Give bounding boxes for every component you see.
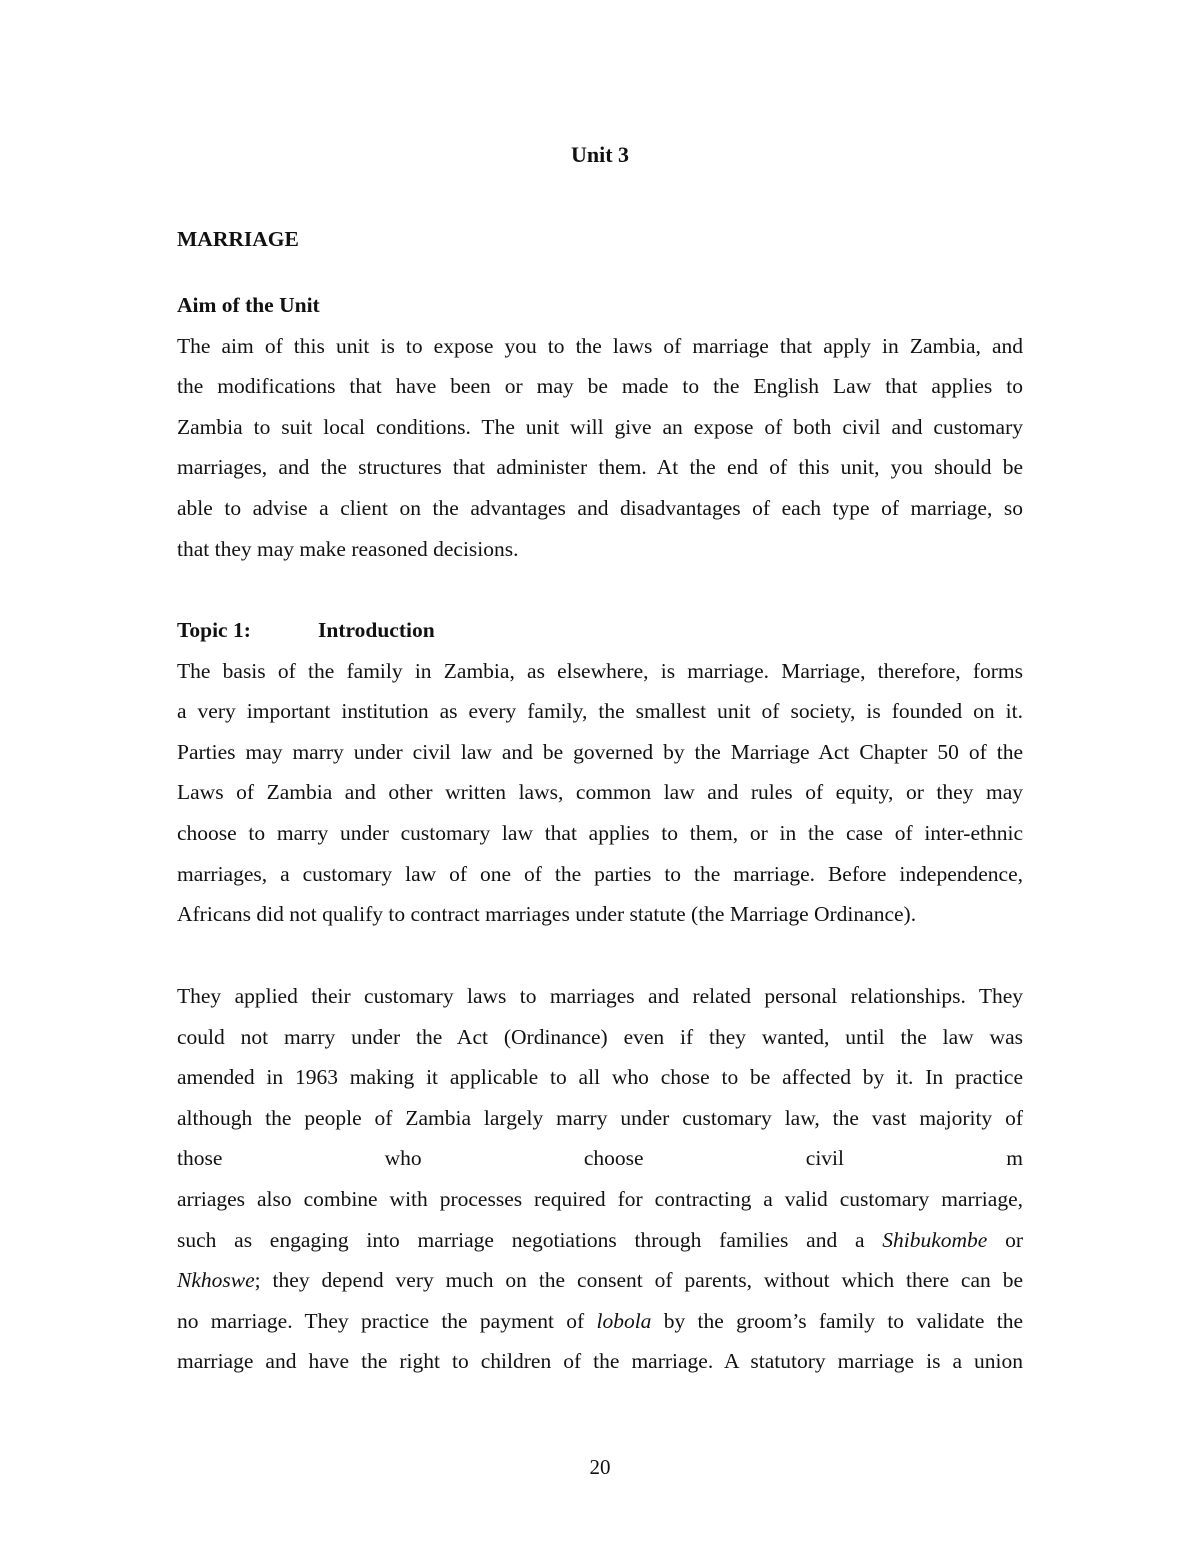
aim-line: that they may make reasoned decisions. — [177, 536, 519, 561]
topic1-section — [177, 610, 1023, 935]
text-run: no marriage. They practice the payment of — [177, 1308, 597, 1333]
para2-line — [177, 1260, 1023, 1301]
aim-heading: Aim of the Unit — [177, 293, 320, 317]
topic1-line: Laws of Zambia and other written laws, common law and rules of equity, or they may — [177, 780, 1023, 805]
italic-term: lobola — [596, 1308, 652, 1333]
page-number: 20 — [589, 1455, 611, 1479]
aim-line: the modifications that have been or may be made to the English Law that applies to — [177, 374, 1023, 399]
para2-spread-line — [177, 1138, 1023, 1179]
topic1-line: The basis of the family in Zambia, as elsewhere, is marriage. Marriage, therefore, forms — [177, 658, 1023, 683]
paragraph-2 — [177, 976, 1023, 1382]
aim-line: The aim of this unit is to expose you to the laws of marriage that apply in Zambia, and — [177, 333, 1023, 358]
spread-word: civil — [805, 1146, 844, 1171]
aim-line: marriages, and the structures that administer them. At the end of this unit, you should be — [177, 455, 1023, 480]
topic1-line: a very important institution as every family, the smallest unit of society, is founded on it. — [177, 699, 1023, 724]
aim-line: Zambia to suit local conditions. The unit will give an expose of both civil and customary — [177, 414, 1023, 439]
para2-line: could not marry under the Act (Ordinance) even if they wanted, until the law was — [177, 1024, 1023, 1049]
topic-label: Topic 1: — [177, 618, 251, 642]
para2-line — [177, 1220, 1023, 1261]
para2-line: although the people of Zambia largely marry under customary law, the vast majority of — [177, 1105, 1023, 1130]
topic1-line: Parties may marry under civil law and be governed by the Marriage Act Chapter 50 of the — [177, 739, 1023, 764]
text-run: by the groom’s family to validate the — [651, 1308, 1023, 1333]
aim-section — [177, 285, 1023, 569]
topic1-line: choose to marry under customary law that applies to them, or in the case of inter-ethnic — [177, 820, 1023, 845]
topic1-line: marriages, a customary law of one of the parties to the marriage. Before independence, — [177, 861, 1023, 886]
aim-line: able to advise a client on the advantages and disadvantages of each type of marriage, so — [177, 495, 1023, 520]
text-run: such as engaging into marriage negotiations through families and a — [177, 1227, 883, 1252]
italic-term: Nkhoswe — [177, 1268, 255, 1293]
topic1-line: Africans did not qualify to contract marriages under statute (the Marriage Ordinance). — [177, 902, 917, 927]
text-run: or — [987, 1227, 1023, 1252]
spread-word: who — [384, 1146, 422, 1171]
spread-word: choose — [583, 1146, 644, 1171]
italic-term: Shibukombe — [882, 1227, 988, 1252]
topic-title: Introduction — [318, 618, 435, 642]
spread-word: m — [1006, 1146, 1023, 1171]
text-run: ; they depend very much on the consent of parents, without which there can be — [254, 1268, 1023, 1293]
para2-line: marriage and have the right to children of the marriage. A statutory marriage is a union — [177, 1349, 1023, 1374]
para2-line: They applied their customary laws to marriages and related personal relationships. They — [177, 984, 1023, 1008]
para2-line: arriages also combine with processes required for contracting a valid customary marriage, — [177, 1186, 1023, 1211]
unit-title: Unit 3 — [570, 142, 630, 167]
para2-line: amended in 1963 making it applicable to all who chose to be affected by it. In practice — [177, 1065, 1023, 1090]
spread-word: those — [177, 1146, 223, 1171]
section-title: MARRIAGE — [177, 227, 299, 251]
topic-heading — [177, 610, 1023, 651]
para2-line — [177, 1301, 1023, 1342]
